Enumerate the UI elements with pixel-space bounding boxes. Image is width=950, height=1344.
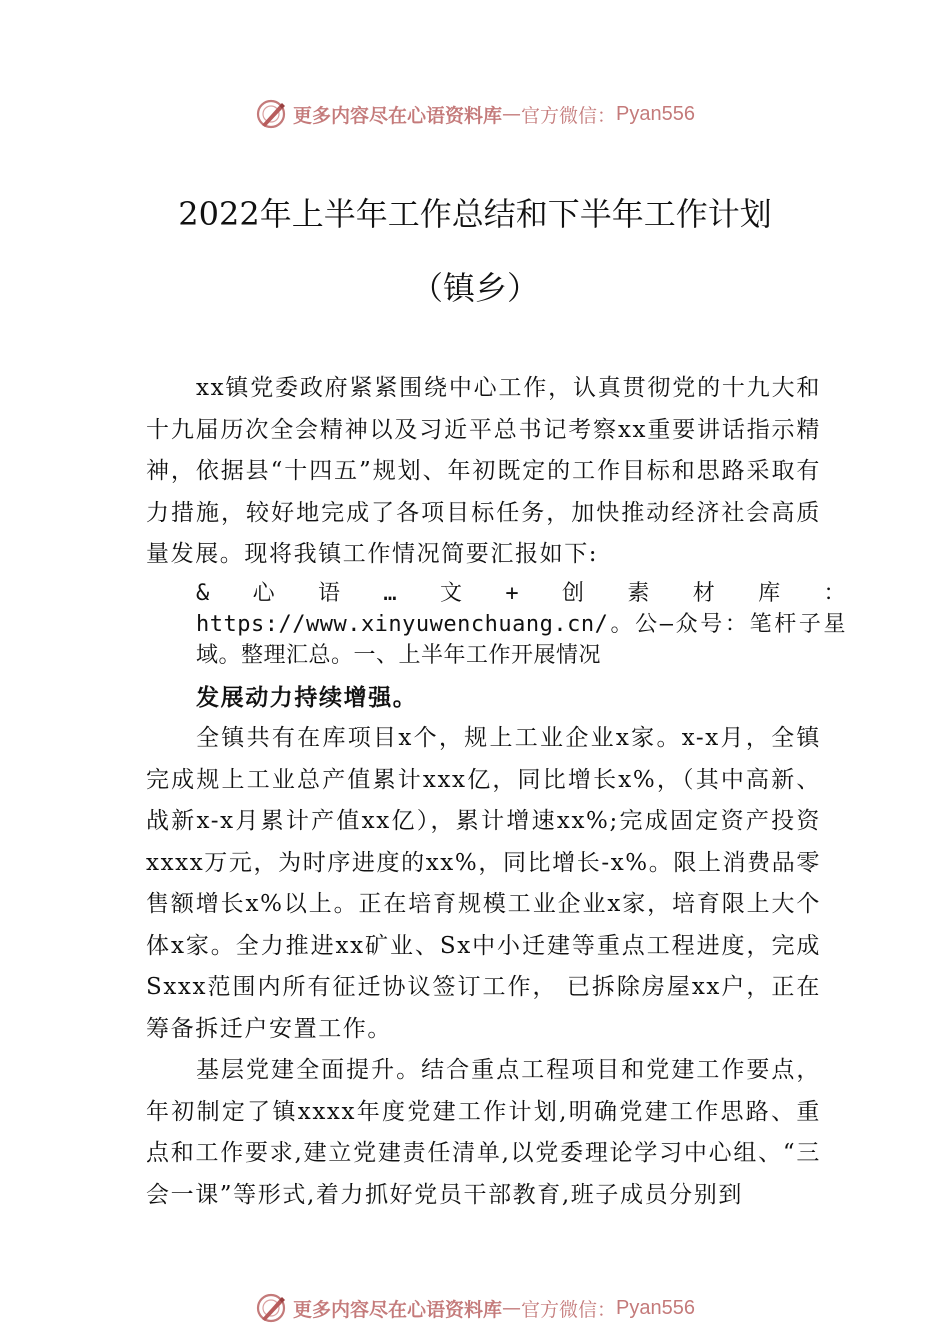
footer-banner (0, 1290, 950, 1326)
banner-dash: — (502, 1297, 522, 1319)
banner-dash: — (502, 103, 522, 125)
banner-wechat-id: Pyan556 (616, 102, 695, 125)
source-note: &心语…文+创素材库：https://www.xinyuwenchuang.cn/。公—众号：笔杆子星域。整理汇总。一、上半年工作开展情况 (196, 580, 846, 668)
banner-sub-text: 官方微信： (521, 1298, 617, 1321)
pen-seal-icon (255, 98, 287, 130)
economy-paragraph: 全镇共有在库项目x个，规上工业企业x家。x-x月，全镇完成规上工业总产值累计xxx亿，同比增长x%，（其中高新、战新x-x月累计产值xx亿），累计增速xx%;完成固定资产投资xxxx万元，为时序进度的xx%，同比增长-x%。限上消费品零售额增长x%以上。正在培育规模工业企业x家，培育限上大个体x家。全力推进xx矿业、Sx中小迁建等重点工程进度，完成Sxxx范围内所有征迁协议签订工作， 已拆除房屋xx户，正在筹备拆迁户安置工作。 (146, 725, 821, 1042)
document-body (146, 368, 846, 1216)
banner-main-text: 更多内容尽在心语资料库 (293, 1298, 503, 1321)
document-title: 2022年上半年工作总结和下半年工作计划 (178, 195, 772, 233)
banner-main-text: 更多内容尽在心语资料库 (293, 104, 503, 127)
intro-paragraph: xx镇党委政府紧紧围绕中心工作，认真贯彻党的十九大和十九届历次全会精神以及习近平总书记考察xx重要讲话指示精神，依据县“十四五”规划、年初既定的工作目标和思路采取有力措施，较好地完成了各项目标任务，加快推动经济社会高质量发展。现将我镇工作情况简要汇报如下: (146, 375, 821, 567)
banner-wechat-id: Pyan556 (616, 1296, 695, 1319)
document-subtitle: （镇乡） (410, 269, 539, 307)
banner-sub-text: 官方微信： (521, 104, 617, 127)
party-paragraph: 基层党建全面提升。结合重点工程项目和党建工作要点，年初制定了镇xxxx年度党建工作计划,明确党建工作思路、重点和工作要求,建立党建责任清单,以党委理论学习中心组、“三会一课”等形式,着力抓好党员干部教育,班子成员分别到 (146, 1057, 821, 1208)
section-heading: 发展动力持续增强。 (196, 683, 418, 711)
pen-seal-icon (255, 1292, 287, 1324)
header-banner (0, 96, 950, 132)
